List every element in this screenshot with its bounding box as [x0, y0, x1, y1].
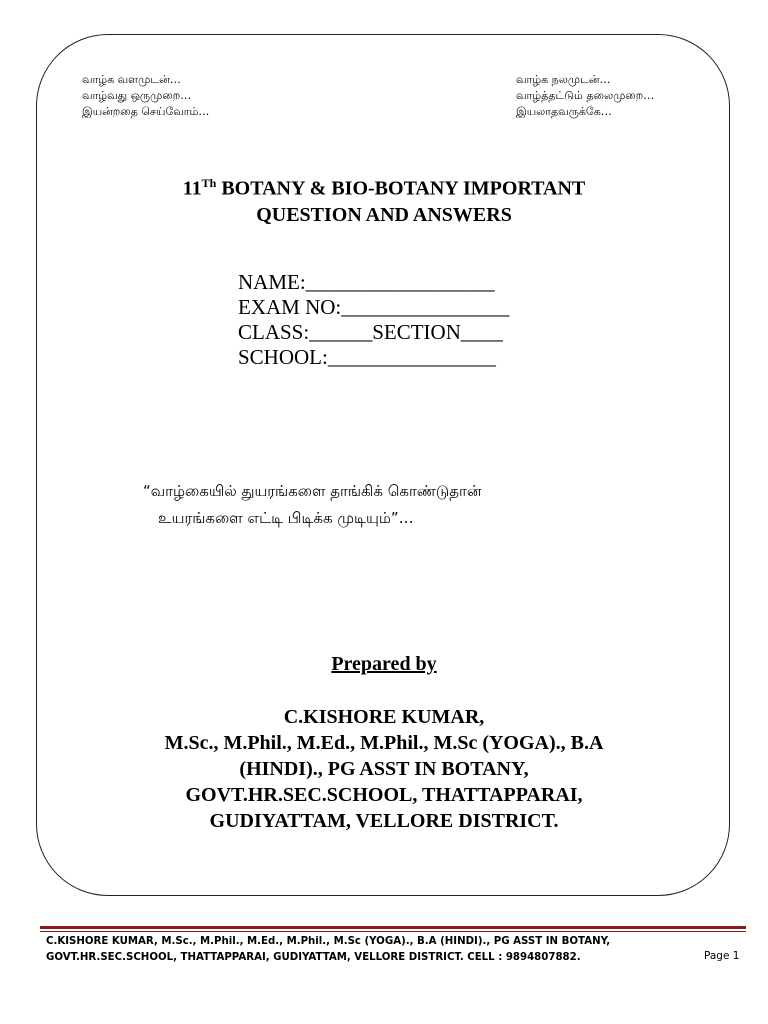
footer-rule: [40, 926, 746, 929]
school-field[interactable]: SCHOOL:________________: [238, 345, 496, 369]
title-line-1: [40, 170, 728, 202]
blessing-line: இயன்றதை செய்வோம்…: [82, 105, 210, 118]
title-line-2: QUESTION AND ANSWERS: [256, 203, 512, 226]
tamil-quote: [143, 478, 481, 532]
document-title: [40, 170, 728, 228]
page-footer: [46, 934, 610, 966]
title-subject: BOTANY & BIO-BOTANY IMPORTANT: [221, 177, 586, 200]
page-number: Page 1: [704, 950, 740, 962]
footer-line-1: C.KISHORE KUMAR, M.Sc., M.Phil., M.Ed., M.Phil., M.Sc (YOGA)., B.A (HINDI)., PG ASST IN BOTANY,: [46, 936, 611, 947]
author-qualifications-1: M.Sc., M.Phil., M.Ed., M.Phil., M.Sc (YOGA)., B.A: [164, 732, 604, 754]
name-field[interactable]: NAME:__________________: [238, 270, 495, 294]
class-section-field[interactable]: CLASS:______SECTION____: [238, 320, 503, 344]
prepared-by-heading: Prepared by: [331, 653, 437, 675]
author-school-2: GUDIYATTAM, VELLORE DISTRICT.: [209, 810, 559, 832]
blessings-right: [516, 72, 654, 120]
title-grade: 11: [182, 177, 202, 200]
blessing-line: இயலாதவருக்கே…: [516, 105, 612, 118]
quote-line-1: “வாழ்கையில் துயரங்களை தாங்கிக் கொண்டுதான்: [143, 482, 482, 500]
blessing-line: வாழ்க வளமுடன்…: [82, 73, 181, 86]
blessing-line: வாழ்க நலமுடன்…: [516, 73, 611, 86]
blessing-line: வாழ்வது ஒருமுறை…: [82, 89, 192, 102]
footer-line-2: GOVT.HR.SEC.SCHOOL, THATTAPPARAI, GUDIYATTAM, VELLORE DISTRICT. CELL : 9894807882.: [46, 952, 581, 963]
blessings-left: [82, 72, 209, 120]
author-school-1: GOVT.HR.SEC.SCHOOL, THATTAPPARAI,: [185, 784, 583, 806]
title-grade-suffix: Th: [201, 176, 217, 190]
author-name: C.KISHORE KUMAR,: [283, 706, 485, 728]
blessing-line: வாழ்த்தட்டும் தலைமுறை…: [516, 89, 655, 102]
exam-no-field[interactable]: EXAM NO:________________: [238, 295, 510, 319]
quote-line-2: உயரங்களை எட்டி பிடிக்க முடியும்”…: [158, 509, 414, 527]
student-details-form: [238, 270, 509, 370]
author-block: [100, 704, 668, 834]
author-qualifications-2: (HINDI)., PG ASST IN BOTANY,: [239, 758, 529, 780]
footer-rule-thin: [40, 931, 746, 932]
